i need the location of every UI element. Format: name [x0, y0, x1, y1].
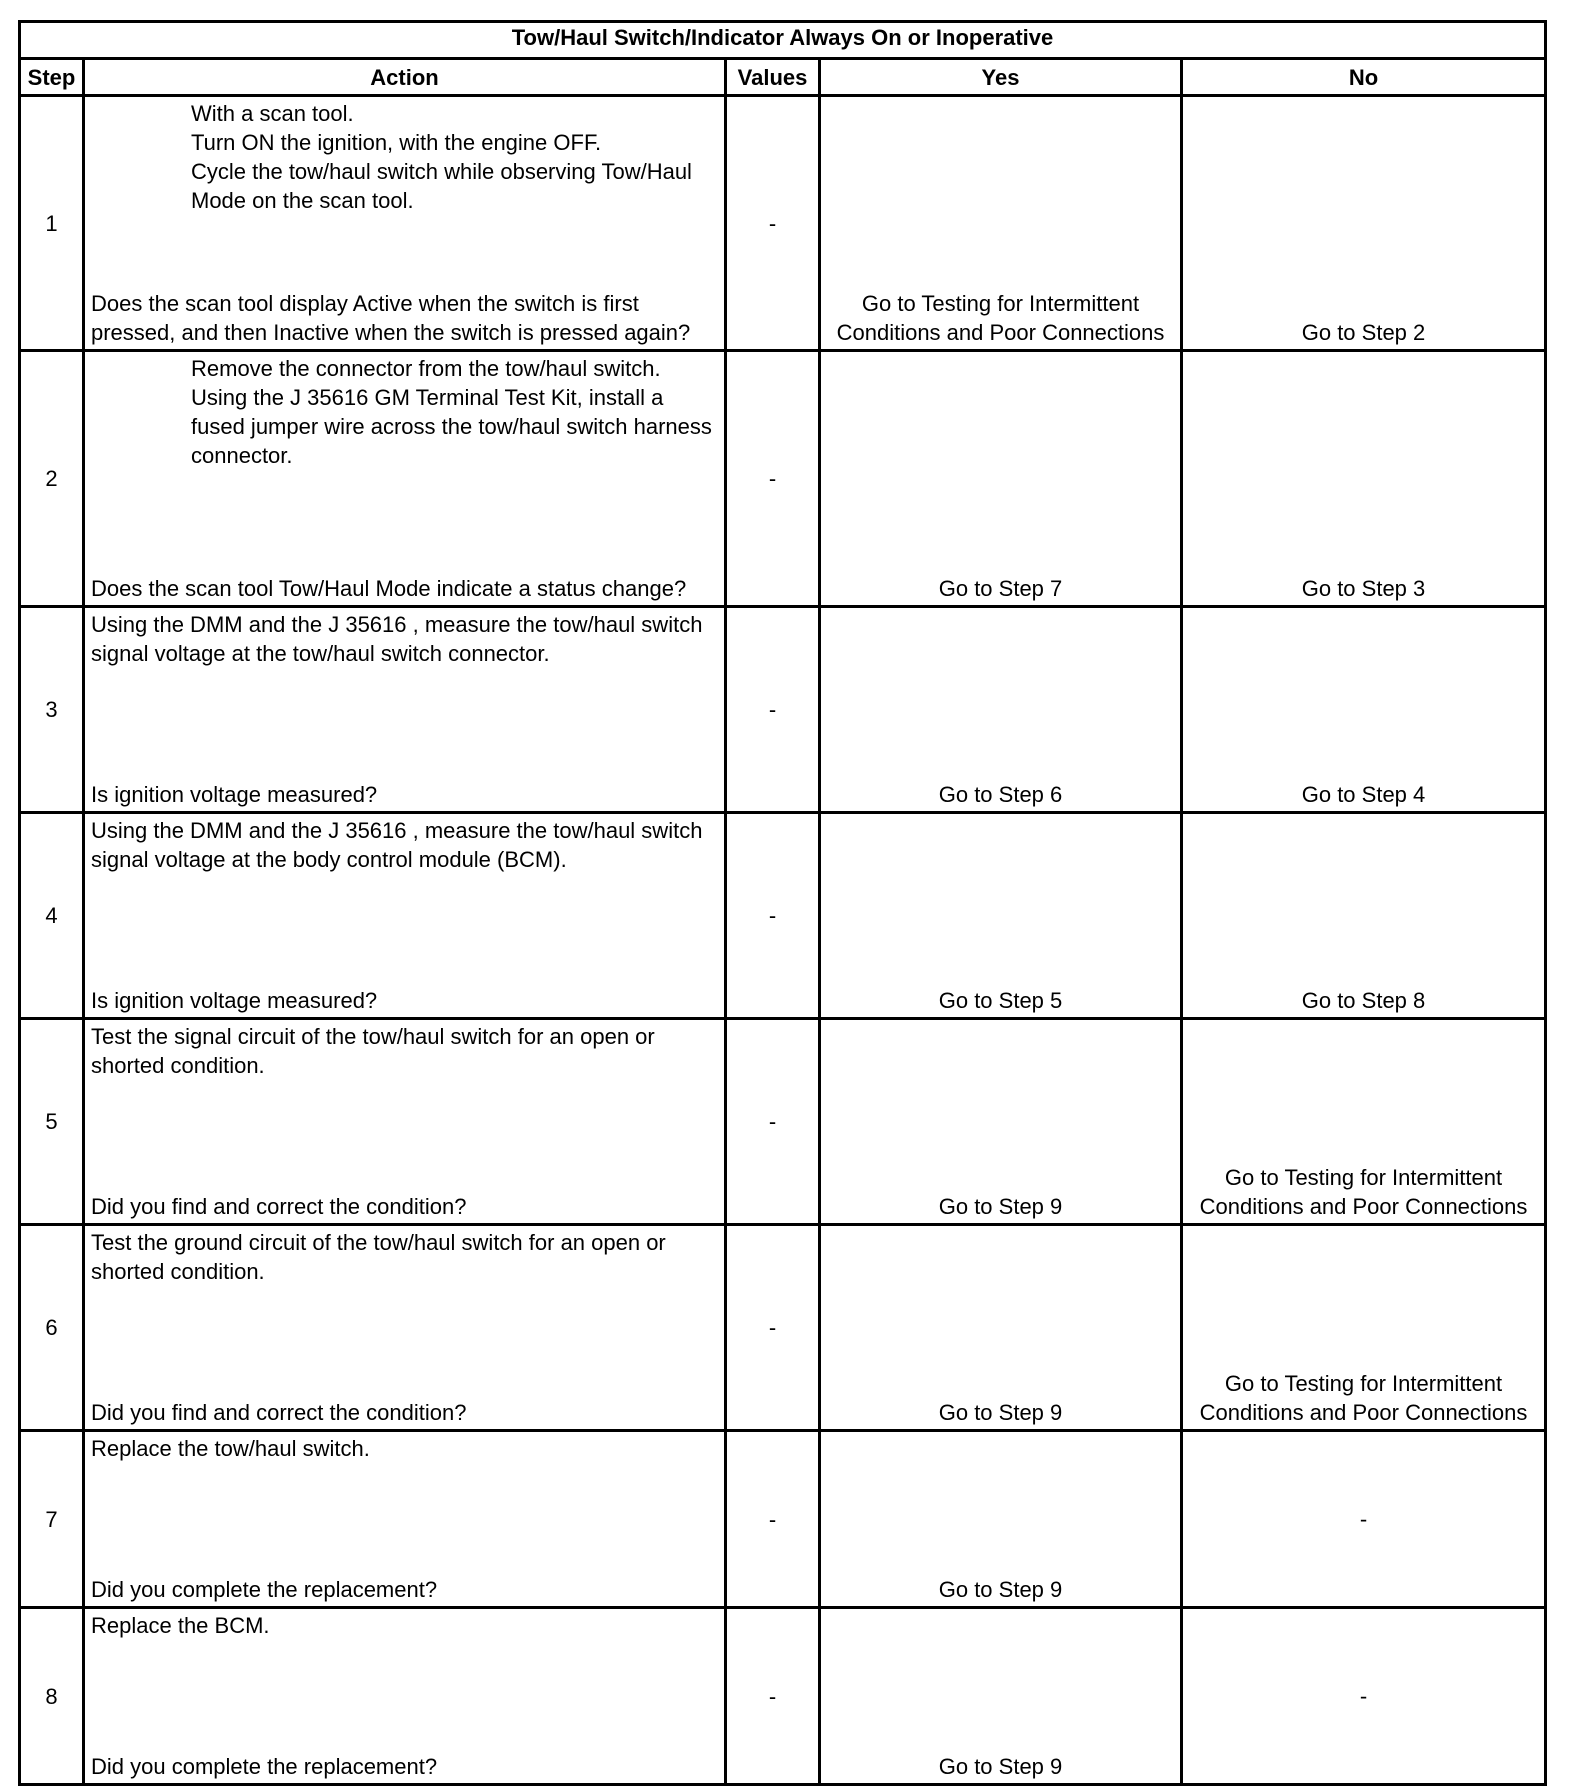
header-values: Values: [726, 59, 820, 96]
question: Does the scan tool Tow/Haul Mode indicate a status change?: [91, 576, 687, 601]
action-cell: [84, 1225, 726, 1431]
yes-action: Go to Step 9: [938, 1577, 1063, 1602]
no-cell: [1182, 1608, 1546, 1785]
values-cell: -: [726, 1019, 820, 1225]
table-title: Tow/Haul Switch/Indicator Always On or Inoperative: [20, 22, 1546, 59]
header-action: Action: [84, 59, 726, 96]
yes-action: Go to Step 5: [938, 988, 1063, 1013]
header-yes: Yes: [820, 59, 1182, 96]
no-action: -: [1359, 1683, 1368, 1709]
values-cell: -: [726, 1431, 820, 1608]
values-cell: -: [726, 1608, 820, 1785]
action-cell: [84, 96, 726, 351]
yes-cell: [820, 1431, 1182, 1608]
no-action: Go to Step 2: [1301, 320, 1426, 345]
table-row: [20, 1225, 1546, 1431]
instruction: Replace the tow/haul switch.: [91, 1436, 370, 1461]
action-cell: [84, 1431, 726, 1608]
no-action: Go to Step 8: [1301, 988, 1426, 1013]
step-number: 3: [20, 607, 84, 813]
no-cell: [1182, 351, 1546, 607]
step-number: 1: [20, 96, 84, 351]
no-cell: [1182, 1019, 1546, 1225]
question: Did you find and correct the condition?: [91, 1194, 467, 1219]
yes-action: Go to Step 7: [938, 576, 1063, 601]
instruction-list: [91, 1434, 720, 1463]
instruction-list: [91, 1022, 720, 1080]
instruction-list: [191, 99, 720, 215]
step-number: 5: [20, 1019, 84, 1225]
no-cell: [1182, 1431, 1546, 1608]
yes-cell: [820, 813, 1182, 1019]
yes-cell: [820, 1225, 1182, 1431]
yes-action: Go to Testing for Intermittent Conditions and Poor Connections: [836, 291, 1165, 345]
yes-cell: [820, 1608, 1182, 1785]
yes-action: Go to Step 6: [938, 782, 1063, 807]
yes-action: Go to Step 9: [938, 1194, 1063, 1219]
step-number: 8: [20, 1608, 84, 1785]
step-number: 4: [20, 813, 84, 1019]
header-no: No: [1182, 59, 1546, 96]
instruction: Remove the connector from the tow/haul switch.: [191, 356, 661, 381]
yes-action: Go to Step 9: [938, 1754, 1063, 1779]
no-cell: [1182, 96, 1546, 351]
instruction: Using the DMM and the J 35616 , measure the tow/haul switch signal voltage at the tow/haul switch connector.: [91, 612, 703, 666]
no-action: Go to Step 4: [1301, 782, 1426, 807]
yes-cell: [820, 351, 1182, 607]
question: Did you find and correct the condition?: [91, 1400, 467, 1425]
header-step: Step: [20, 59, 84, 96]
yes-cell: [820, 1019, 1182, 1225]
question: Is ignition voltage measured?: [91, 782, 378, 807]
table-row: [20, 1019, 1546, 1225]
step-number: 7: [20, 1431, 84, 1608]
action-cell: [84, 1019, 726, 1225]
instruction: Test the signal circuit of the tow/haul switch for an open or shorted condition.: [91, 1024, 655, 1078]
table-row: [20, 607, 1546, 813]
question: Did you complete the replacement?: [91, 1577, 438, 1602]
no-action: Go to Testing for Intermittent Conditions and Poor Connections: [1199, 1165, 1528, 1219]
instruction: Using the J 35616 GM Terminal Test Kit, install a fused jumper wire across the tow/haul switch harness connector.: [191, 385, 712, 468]
instruction: Replace the BCM.: [91, 1613, 270, 1638]
values-cell: -: [726, 351, 820, 607]
action-cell: [84, 351, 726, 607]
question: Did you complete the replacement?: [91, 1754, 438, 1779]
table-row: [20, 96, 1546, 351]
instruction-list: [91, 610, 720, 668]
action-cell: [84, 813, 726, 1019]
header-row: [20, 59, 1546, 96]
action-cell: [84, 1608, 726, 1785]
instruction: Turn ON the ignition, with the engine OFF.: [191, 130, 602, 155]
values-cell: -: [726, 607, 820, 813]
table-row: [20, 1431, 1546, 1608]
values-cell: -: [726, 813, 820, 1019]
values-cell: -: [726, 1225, 820, 1431]
action-cell: [84, 607, 726, 813]
no-cell: [1182, 1225, 1546, 1431]
instruction: With a scan tool.: [191, 101, 354, 126]
no-action: Go to Testing for Intermittent Conditions and Poor Connections: [1199, 1371, 1528, 1425]
table-row: [20, 1608, 1546, 1785]
instruction-list: [91, 816, 720, 874]
step-number: 2: [20, 351, 84, 607]
table-row: [20, 351, 1546, 607]
instruction-list: [191, 354, 720, 470]
diagnostic-table: [18, 20, 1547, 1786]
table-row: [20, 813, 1546, 1019]
no-cell: [1182, 813, 1546, 1019]
question: Is ignition voltage measured?: [91, 988, 378, 1013]
instruction: Test the ground circuit of the tow/haul switch for an open or shorted condition.: [91, 1230, 666, 1284]
instruction-list: [91, 1611, 720, 1640]
yes-cell: [820, 96, 1182, 351]
yes-cell: [820, 607, 1182, 813]
instruction: Cycle the tow/haul switch while observing Tow/Haul Mode on the scan tool.: [191, 159, 692, 213]
values-cell: -: [726, 96, 820, 351]
instruction-list: [91, 1228, 720, 1286]
no-action: Go to Step 3: [1301, 576, 1426, 601]
yes-action: Go to Step 9: [938, 1400, 1063, 1425]
no-action: -: [1359, 1506, 1368, 1532]
no-cell: [1182, 607, 1546, 813]
question: Does the scan tool display Active when the switch is first pressed, and then Inactive when the switch is pressed again?: [91, 291, 691, 345]
instruction: Using the DMM and the J 35616 , measure the tow/haul switch signal voltage at the body control module (BCM).: [91, 818, 703, 872]
step-number: 6: [20, 1225, 84, 1431]
